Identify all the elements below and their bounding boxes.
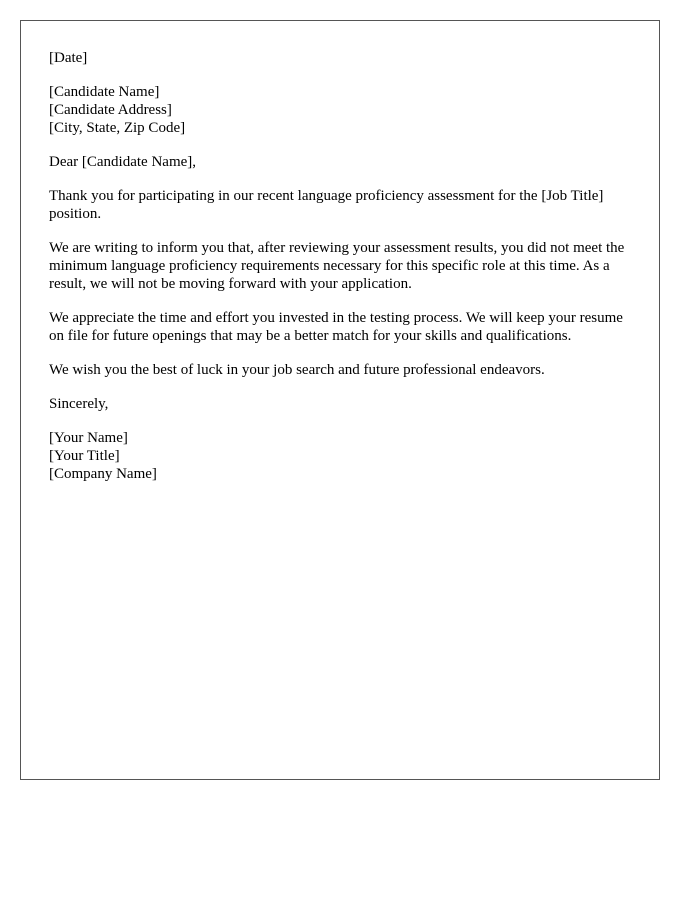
- letter-date: [Date]: [49, 50, 88, 66]
- recipient-city-state-zip: [City, State, Zip Code]: [49, 120, 186, 136]
- body-paragraph-3: We appreciate the time and effort you invested in the testing process. We will keep your resume on file for future openings that may be a better match for your skills and qualifications.: [49, 310, 623, 344]
- letter-page: [20, 20, 660, 780]
- closing: Sincerely,: [49, 396, 109, 412]
- body-paragraph-4: We wish you the best of luck in your job search and future professional endeavors.: [49, 362, 545, 378]
- sender-company: [Company Name]: [49, 466, 157, 482]
- body-paragraph-1: Thank you for participating in our recent language proficiency assessment for the [Job Title] position.: [49, 188, 604, 222]
- recipient-name: [Candidate Name]: [49, 84, 160, 100]
- sender-name: [Your Name]: [49, 430, 128, 446]
- recipient-address-block: [49, 83, 631, 137]
- body-paragraph-2: We are writing to inform you that, after reviewing your assessment results, you did not meet the minimum language proficiency requirements necessary for this specific role at this time. As a result, we will not be moving forward with your application.: [49, 240, 625, 292]
- salutation-block: [49, 153, 631, 171]
- letter-date-block: [49, 49, 631, 67]
- sender-title: [Your Title]: [49, 448, 120, 464]
- closing-block: [49, 395, 631, 413]
- signature-block: [49, 429, 631, 483]
- salutation: Dear [Candidate Name],: [49, 154, 197, 170]
- recipient-address: [Candidate Address]: [49, 102, 172, 118]
